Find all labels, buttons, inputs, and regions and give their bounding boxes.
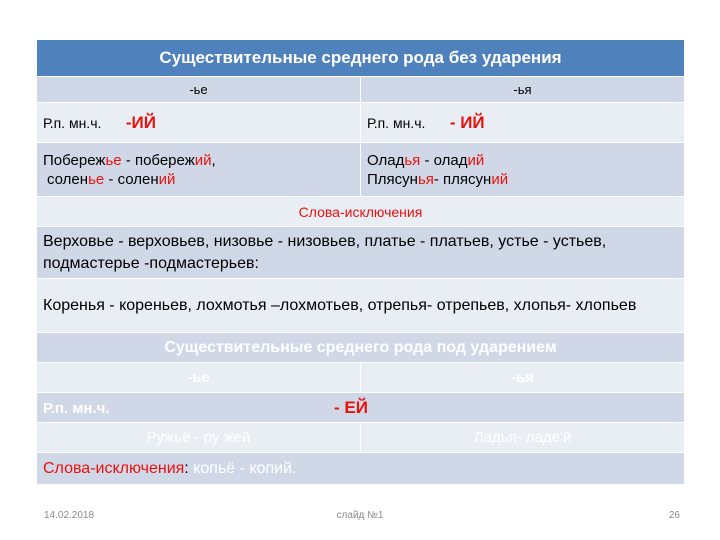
- stressed-ending-right: -ья: [361, 363, 685, 393]
- example-line: Оладья - оладий: [367, 151, 485, 169]
- rp-left-cell: [37, 103, 361, 143]
- examples-left: [37, 143, 361, 197]
- stressed-example-right: Ладья- ладе'й: [361, 423, 685, 453]
- rp-row: [37, 103, 685, 143]
- rp-right-cell: [361, 103, 685, 143]
- ending-header-right: -ья: [361, 77, 685, 103]
- exceptions-row-1: [37, 227, 685, 279]
- stressed-example-left: Ружьё - ру жей: [37, 423, 361, 453]
- rp-left-label: Р.п. мн.ч.: [43, 114, 102, 131]
- stressed-title-row: [37, 333, 685, 363]
- rp-right-label: Р.п. мн.ч.: [367, 114, 426, 131]
- example-line: Плясунья- плясуний: [367, 170, 509, 188]
- stressed-exceptions-row: [37, 453, 685, 485]
- stressed-exceptions-label: Слова-исключения: [43, 459, 185, 477]
- rp-right-ending: - ИЙ: [449, 112, 485, 132]
- exceptions-text-2: Коренья - кореньев, лохмотья –лохмотьев, отрепья- отрепьев, хлопья- хлопьев: [37, 279, 685, 333]
- exceptions-header: Слова-исключения: [37, 197, 685, 227]
- stressed-rp-cell: [37, 393, 685, 423]
- ending-header-left: -ье: [37, 77, 361, 103]
- stressed-ending-row: [37, 363, 685, 393]
- examples-row: [37, 143, 685, 197]
- exceptions-text-1: Верховье - верховьев, низовье - низовьев, платье - платьев, устье - устьев, подмастерье -подмастерьев:: [37, 227, 685, 279]
- footer-page-number: 26: [668, 510, 680, 521]
- stressed-examples-row: [37, 423, 685, 453]
- stressed-rp-ending: - ЕЙ: [333, 397, 368, 417]
- stressed-ending-left: -ье: [37, 363, 361, 393]
- stressed-exceptions-cell: [37, 453, 685, 485]
- example-line: соленье - солений: [47, 170, 176, 188]
- exceptions-header-row: [37, 197, 685, 227]
- exceptions-row-2: [37, 279, 685, 333]
- title-row: [37, 40, 685, 77]
- example-line: Побережье - побережий,: [43, 151, 216, 169]
- table-title: Существительные среднего рода без ударения: [37, 40, 685, 77]
- stressed-exceptions-colon: :: [184, 459, 189, 477]
- examples-right: [361, 143, 685, 197]
- ending-header-row: [37, 77, 685, 103]
- footer-slide: слайд №1: [336, 510, 384, 521]
- stressed-exceptions-value: копьё - копий.: [188, 459, 297, 477]
- footer-date: 14.02.2018: [44, 510, 95, 521]
- stressed-rp-label: Р.п. мн.ч.: [43, 399, 110, 417]
- stressed-title: Существительные среднего рода под ударением: [37, 333, 685, 363]
- stressed-rp-row: [37, 393, 685, 423]
- rp-left-ending: -ИЙ: [125, 112, 156, 132]
- rules-table: [36, 39, 685, 485]
